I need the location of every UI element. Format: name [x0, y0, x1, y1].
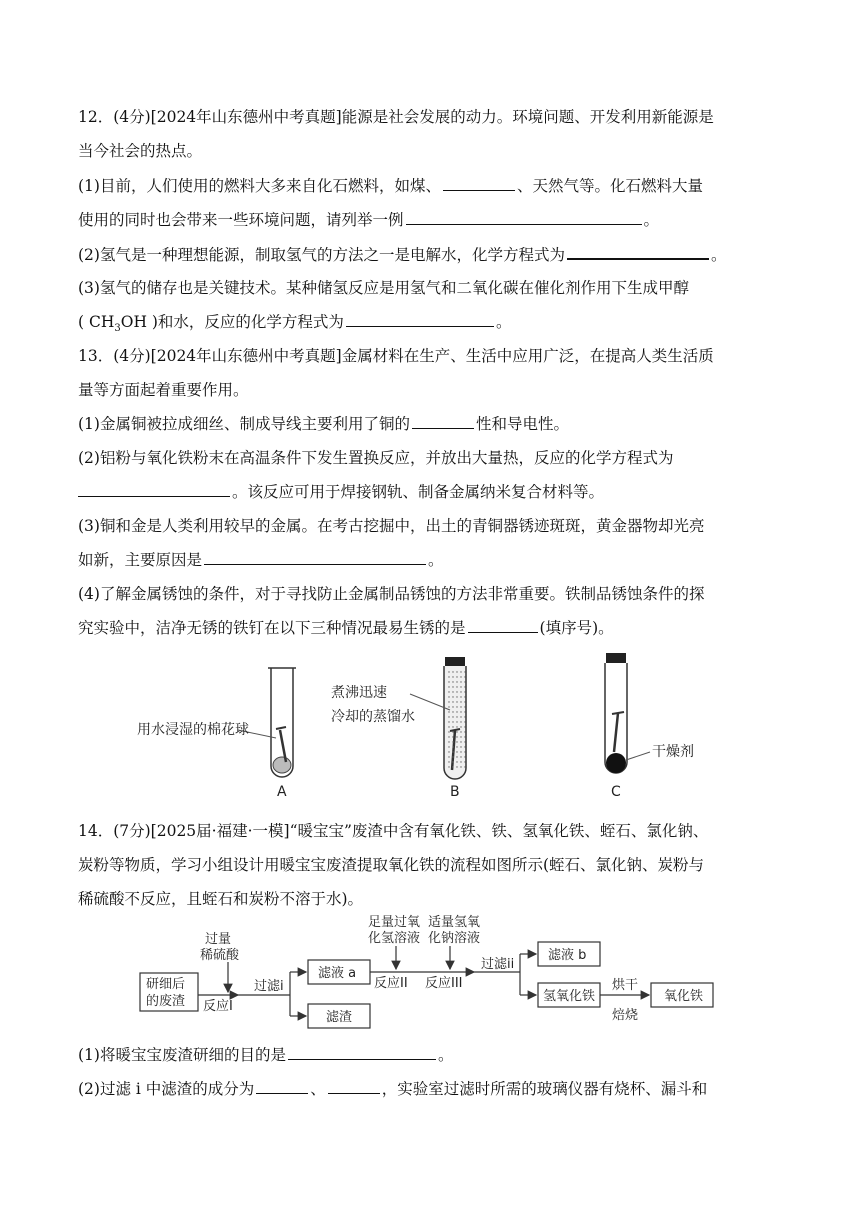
- text-iron-oxide: 氧化铁: [664, 989, 704, 1004]
- label-desiccant: 干燥剂: [652, 744, 694, 760]
- label-boiled-water-1: 煮沸迅速: [331, 685, 387, 701]
- answer-blank[interactable]: [328, 1079, 380, 1094]
- text-dilute-h2so4: 稀硫酸: [200, 948, 240, 963]
- q14-part2: (2)过滤 i 中滤渣的成分为 、 ，实验室过滤时所需的玻璃仪器有烧杯、漏斗和: [78, 1080, 708, 1098]
- q12-part2: (2)氢气是一种理想能源，制取氢气的方法之一是电解水，化学方程式为 。: [78, 246, 727, 264]
- q13-part2-cont: 。该反应可用于焊接钢轨、制备金属纳米复合材料等。: [78, 482, 604, 502]
- q14-part1: (1)将暖宝宝废渣研细的目的是 。: [78, 1046, 454, 1064]
- text-naoh-2: 化钠溶液: [428, 931, 481, 946]
- label-tube-a: A: [277, 784, 287, 800]
- q12-heading: 12．(4分)[2024年山东德州中考真题]能源是社会发展的动力。环境问题、开发利用新能源是: [78, 108, 714, 126]
- answer-blank[interactable]: [256, 1079, 308, 1094]
- text-filtration-ii: 过滤ii: [481, 957, 515, 972]
- text-filtrate-b: 滤液 b: [548, 948, 587, 963]
- text-reaction-1: 反应I: [203, 999, 233, 1014]
- q12-part1: (1)目前，人们使用的燃料大多来自化石燃料，如煤、 、天然气等。化石燃料大量: [78, 177, 703, 195]
- q13-heading-cont: 量等方面起着重要作用。: [78, 381, 249, 399]
- label-tube-c: C: [611, 784, 621, 800]
- text-filter-residue: 滤渣: [326, 1010, 353, 1025]
- q12-part3-cont: ( $CH_3OH$ )和水，反应的化学方程式为 。: [78, 313, 512, 335]
- text-roast: 焙烧: [612, 1008, 639, 1023]
- q14-heading-cont: 炭粉等物质，学习小组设计用暖宝宝废渣提取氧化铁的流程如图所示(蛭石、氯化钠、炭粉与: [78, 856, 705, 874]
- q12-part1-cont: 使用的同时也会带来一些环境问题，请列举一例 。: [78, 211, 660, 229]
- q12-heading-cont: 当今社会的热点。: [78, 142, 203, 160]
- text-h2o2-2: 化氢溶液: [368, 931, 421, 946]
- text-residue: 的废渣: [146, 994, 186, 1009]
- q13-part4-cont: 究实验中，洁净无锈的铁钉在以下三种情况最易生锈的是 (填序号)。: [78, 619, 614, 637]
- q14-heading: 14．(7分)[2025届·福建·一模]“暖宝宝”废渣中含有氧化铁、铁、氢氧化铁、蛭石、氯化钠、: [78, 822, 709, 840]
- answer-blank[interactable]: [288, 1045, 436, 1060]
- text-iron-hydroxide: 氢氧化铁: [543, 989, 596, 1004]
- q13-heading: 13．(4分)[2024年山东德州中考真题]金属材料在生产、生活中应用广泛，在提高人类生活质: [78, 347, 714, 365]
- label-boiled-water-2: 冷却的蒸馏水: [331, 709, 415, 725]
- label-tube-b: B: [450, 784, 460, 800]
- text-filtration-i: 过滤i: [254, 979, 284, 994]
- text-h2o2-1: 足量过氧: [368, 915, 421, 930]
- text-filtrate-a: 滤液 a: [318, 966, 357, 981]
- q13-part2: (2)铝粉与氧化铁粉末在高温条件下发生置换反应，并放出大量热，反应的化学方程式为: [78, 449, 674, 467]
- text-excess: 过量: [205, 932, 232, 947]
- text-reaction-3: 反应III: [425, 976, 463, 991]
- q14-heading-cont2: 稀硫酸不反应，且蛭石和炭粉不溶于水)。: [78, 890, 364, 908]
- text-reaction-2: 反应II: [374, 976, 408, 991]
- q13-part3: (3)铜和金是人类利用较早的金属。在考古挖掘中，出土的青铜器锈迹斑斑，黄金器物却光亮: [78, 517, 705, 535]
- q13-part4: (4)了解金属锈蚀的条件，对于寻找防止金属制品锈蚀的方法非常重要。铁制品锈蚀条件的探: [78, 585, 705, 603]
- text-ground: 研细后: [146, 977, 186, 992]
- q13-part3-cont: 如新，主要原因是 。: [78, 551, 444, 569]
- label-wet-cotton: 用水浸湿的棉花球: [137, 722, 249, 738]
- text-dry: 烘干: [612, 978, 639, 993]
- q13-part1: (1)金属铜被拉成细丝、制成导线主要利用了铜的 性和导电性。: [78, 415, 569, 433]
- q12-part3: (3)氢气的储存也是关键技术。某种储氢反应是用氢气和二氧化碳在催化剂作用下生成甲醇: [78, 279, 689, 297]
- text-naoh-1: 适量氢氧: [428, 915, 481, 930]
